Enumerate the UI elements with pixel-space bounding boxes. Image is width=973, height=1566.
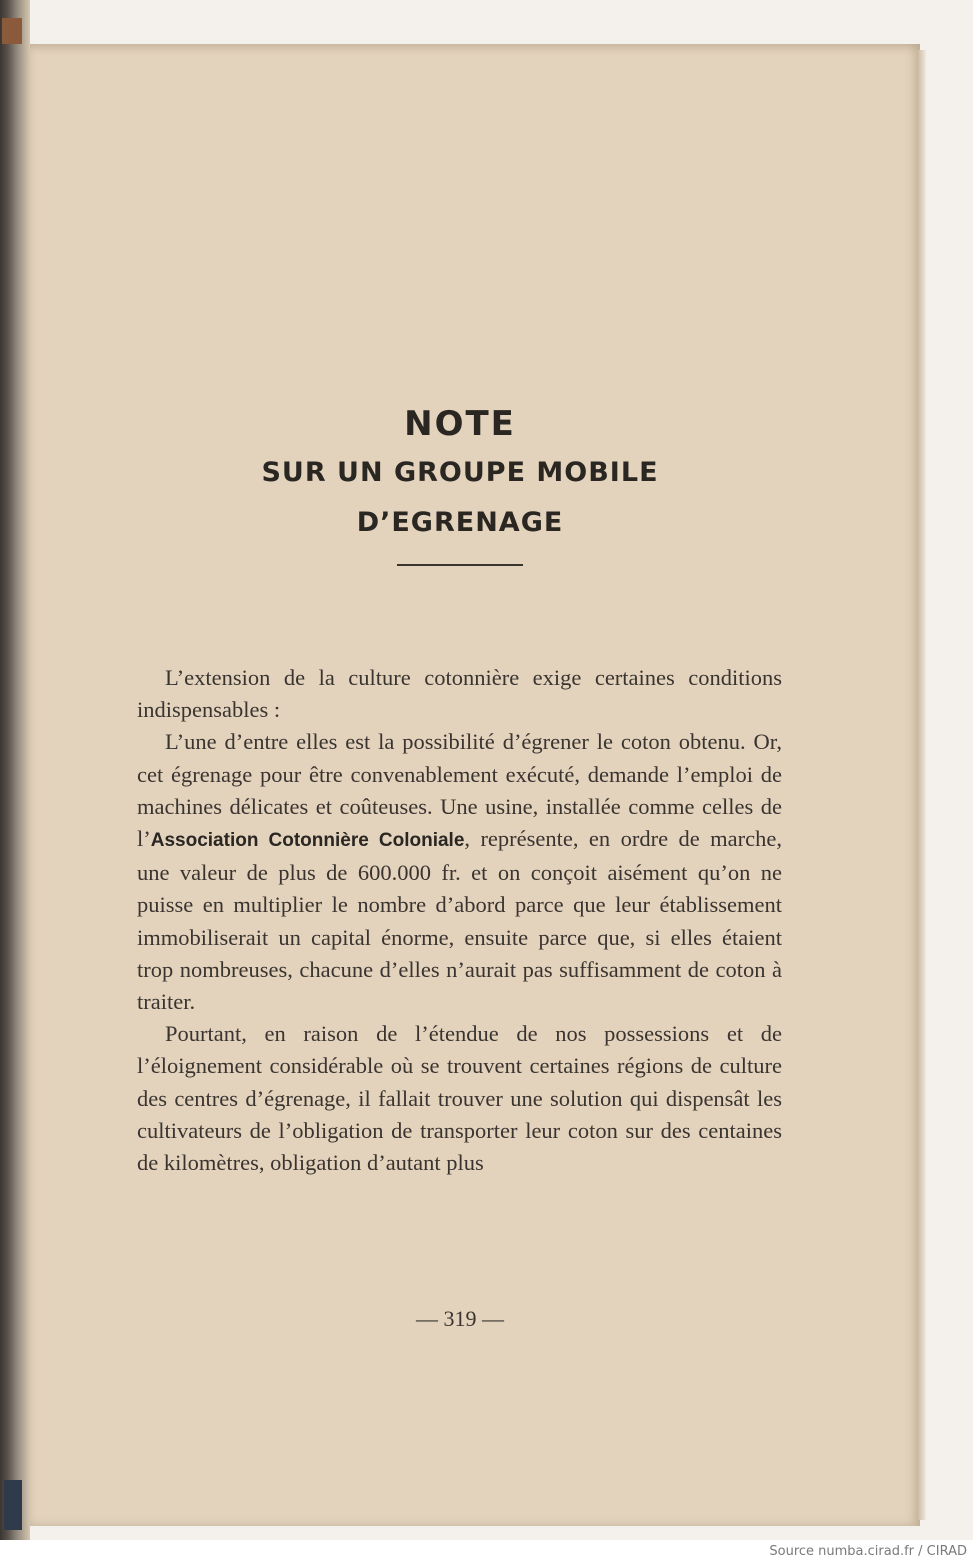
paragraph-2 xyxy=(137,726,782,1018)
book-binding xyxy=(0,0,30,1540)
paragraph-1: L’extension de la culture cotonnière exige certaines conditions indispensables : xyxy=(137,665,782,723)
page-subtitle-line-2: D’EGRENAGE xyxy=(356,507,564,538)
page-subtitle-line-1: SUR UN GROUPE MOBILE xyxy=(261,457,659,488)
title-block xyxy=(130,400,790,548)
title-divider xyxy=(397,564,523,566)
paragraph-2-end: , représente, en ordre de marche, une valeur de plus de 600.000 fr. et on conçoit aisément qu’on ne puisse en multiplier le nombre d’abord parce que leur établissement immobiliserait un capital énorme, ensuite parce que, si elles étaient trop nombreuses, chacune d’elles n’aurait pas suffisamment de coton à traiter. xyxy=(137,826,782,1015)
paragraph-3: Pourtant, en raison de l’étendue de nos possessions et de l’éloignement considérable où se trouvent certaines régions de culture des centres d’égrenage, il fallait trouver une solution qui dispensât les cultivateurs de l’obligation de transporter leur coton sur des centaines de kilomètres, obligation d’autant plus xyxy=(137,1021,782,1176)
binding-tab xyxy=(2,18,22,44)
body-text xyxy=(137,662,782,1179)
association-name: Association Cotonnière Coloniale xyxy=(150,830,465,852)
page-number: — 319 — xyxy=(416,1306,504,1331)
paragraph-2-start: L’une d’entre elles est la possibilité d’égrener le coton obtenu. Or, cet égrenage pour être convenablement exécuté, demande l’emploi de machines délicates et coûteuses. Une usine, installée comme celles de l’ xyxy=(137,729,782,852)
page-edge xyxy=(918,50,926,1520)
source-credit: Source numba.cirad.fr / CIRAD xyxy=(769,1544,967,1559)
binding-tab-lower xyxy=(4,1480,22,1530)
page-title: NOTE xyxy=(404,404,516,444)
